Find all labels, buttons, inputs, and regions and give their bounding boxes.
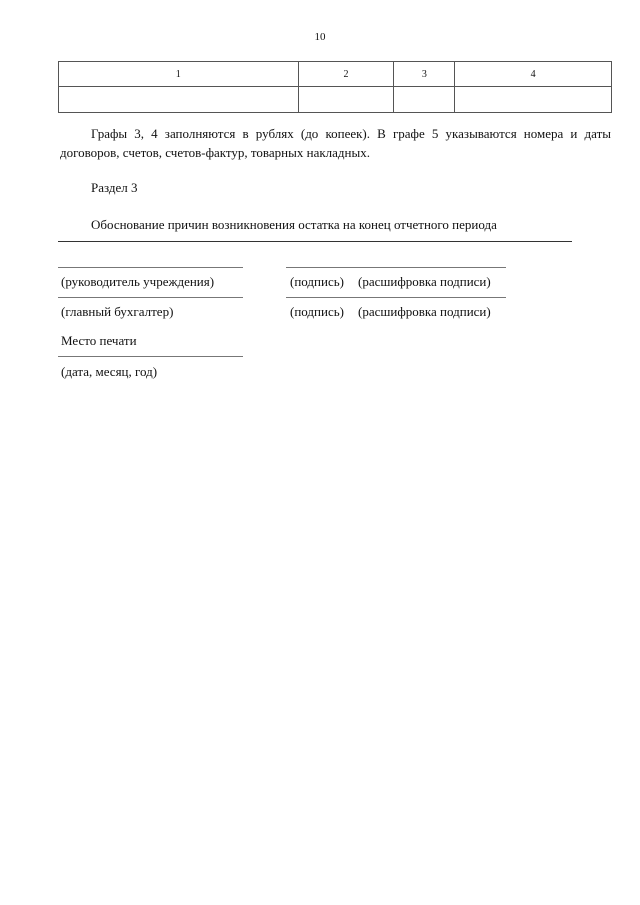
reason-fill-line bbox=[58, 241, 572, 242]
column-header-2: 2 bbox=[298, 62, 394, 87]
table-cell bbox=[298, 87, 394, 113]
column-header-4: 4 bbox=[455, 62, 612, 87]
table-header-row bbox=[59, 62, 612, 87]
section-title: Раздел 3 bbox=[91, 180, 138, 195]
decoding-caption: (расшифровка подписи) bbox=[358, 304, 491, 319]
decoding-caption: (расшифровка подписи) bbox=[358, 274, 491, 289]
signature-caption: (подпись) bbox=[290, 304, 344, 319]
head-signature-line bbox=[58, 267, 243, 268]
date-line bbox=[58, 356, 243, 357]
date-caption: (дата, месяц, год) bbox=[61, 364, 158, 379]
accountant-signature-line bbox=[58, 297, 243, 298]
table-row bbox=[59, 87, 612, 113]
data-table bbox=[58, 61, 612, 113]
accountant-caption: (главный бухгалтер) bbox=[61, 304, 174, 319]
accountant-decoding-line bbox=[286, 297, 506, 298]
head-caption: (руководитель учреждения) bbox=[61, 274, 215, 289]
instructions-paragraph: Графы 3, 4 заполняются в рублях (до копеек). В графе 5 указываются номера и даты договоров, счетов, счетов-фактур, товарных накладных. bbox=[60, 126, 611, 160]
stamp-place-label: Место печати bbox=[61, 333, 137, 348]
table-cell bbox=[59, 87, 299, 113]
signature-caption: (подпись) bbox=[290, 274, 344, 289]
column-header-3: 3 bbox=[394, 62, 455, 87]
table-cell bbox=[455, 87, 612, 113]
column-header-1: 1 bbox=[59, 62, 299, 87]
head-decoding-line bbox=[286, 267, 506, 268]
table-cell bbox=[394, 87, 455, 113]
reason-title: Обоснование причин возникновения остатка на конец отчетного периода bbox=[91, 217, 497, 232]
page-number: 10 bbox=[314, 31, 326, 43]
